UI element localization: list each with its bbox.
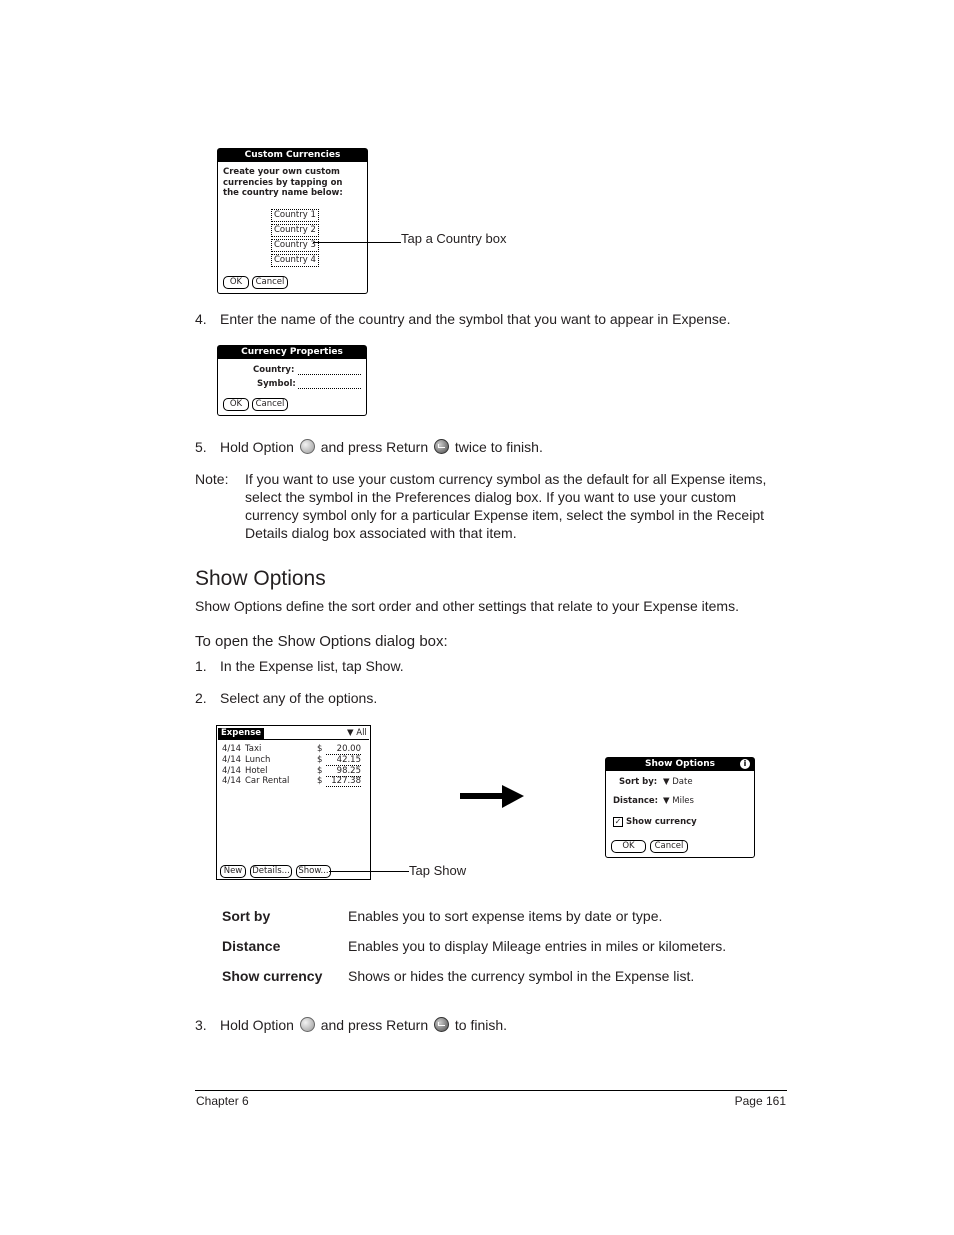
country-label: Country: [253,365,295,375]
dialog-title: Currency Properties [218,346,366,359]
step-5-mid: and press Return [320,439,429,455]
step-3-number: 3. [195,1017,207,1033]
info-icon[interactable]: i [740,759,750,769]
row-4-currency: $ [317,776,323,786]
sort-by-picker[interactable] [663,777,693,788]
symbol-label: Symbol: [257,379,296,389]
ok-button[interactable]: OK [223,276,249,289]
cancel-button[interactable]: Cancel [650,840,688,853]
details-button[interactable]: Details... [250,865,292,878]
step-2-text: Select any of the options. [220,690,378,706]
def-term-show-currency: Show currency [222,968,323,984]
expense-header-line [218,739,369,740]
show-currency-label[interactable]: Show currency [626,817,697,827]
step-2-number: 2. [195,690,207,706]
chevron-down-icon: ▼ [347,728,354,738]
footer-chapter: Chapter 6 [196,1094,249,1108]
section-subheading: To open the Show Options dialog box: [195,633,448,650]
chevron-down-icon: ▼ [663,777,670,787]
country-box-4[interactable]: Country 4 [271,254,319,267]
new-button[interactable]: New [220,865,246,878]
country-box-2[interactable]: Country 2 [271,224,319,237]
row-1-name: Taxi [245,744,262,754]
row-2-date: 4/14 [222,755,242,765]
dialog-instructions: Create your own custom currencies by tapping on the country name below: [223,167,343,198]
country-box-1[interactable]: Country 1 [271,209,319,222]
arrow-right-icon [460,783,526,811]
footer-rule [195,1090,787,1091]
show-currency-checkbox[interactable]: ✓ [614,817,622,826]
show-options-dialog [605,757,755,858]
callout-line [313,242,401,243]
def-desc-sort-by: Enables you to sort expense items by date or type. [348,908,663,924]
row-3-currency: $ [317,766,323,776]
step-1-text: In the Expense list, tap Show. [220,658,404,674]
row-3-name: Hotel [245,766,268,776]
row-4-amount[interactable]: 127.38 [326,776,361,787]
callout-line [329,871,409,872]
row-3-amount[interactable]: 98.25 [326,766,361,777]
sort-by-value: Date [672,777,693,787]
def-desc-distance: Enables you to display Mileage entries in miles or kilometers. [348,938,727,954]
def-term-sort-by: Sort by [222,908,271,924]
show-button[interactable]: Show... [296,865,331,878]
footer-page: Page 161 [734,1094,786,1108]
section-heading: Show Options [195,567,326,590]
custom-currencies-dialog [217,148,368,294]
sort-by-label: Sort by: [619,777,658,787]
row-2-amount[interactable]: 42.15 [326,755,361,766]
option-key-icon [300,1017,315,1032]
def-term-distance: Distance [222,938,281,954]
return-key-icon [434,439,449,454]
dialog-title: Custom Currencies [218,149,367,162]
distance-label: Distance: [613,796,659,806]
expense-screen [216,725,371,880]
return-key-icon [434,1017,449,1032]
step-3-pre: Hold Option [220,1017,294,1033]
chevron-down-icon: ▼ [663,796,670,806]
country-field[interactable] [298,374,361,375]
row-4-date: 4/14 [222,776,242,786]
dialog-title: Show Options [606,758,754,771]
option-key-icon [300,439,315,454]
category-picker[interactable] [347,728,367,739]
ok-button[interactable]: OK [223,398,249,411]
step-5-pre: Hold Option [220,439,294,455]
row-1-date: 4/14 [222,744,242,754]
step-5-post: twice to finish. [454,439,543,455]
distance-value: Miles [672,796,694,806]
callout-show: Tap Show [409,863,467,878]
step-3-line [220,1016,507,1034]
category-value: All [356,728,367,738]
currency-properties-dialog [217,345,367,416]
note-label: Note: [195,471,229,487]
callout-country: Tap a Country box [401,231,507,246]
row-1-amount[interactable]: 20.00 [326,744,361,755]
row-1-currency: $ [317,744,323,754]
note-text: If you want to use your custom currency symbol as the default for all Expense items, select the symbol in the Preferences dialog box. If you want to use your custom currency symbol only for a particular Expense item, select the symbol in the Receipt Details dialog box associated with that item. [245,471,767,541]
step-5-number: 5. [195,439,207,455]
step-3-mid: and press Return [320,1017,429,1033]
distance-picker[interactable] [663,796,694,807]
symbol-field[interactable] [298,388,361,389]
cancel-button[interactable]: Cancel [252,276,288,289]
ok-button[interactable]: OK [611,840,646,853]
step-1-number: 1. [195,658,207,674]
step-5-line [220,438,543,456]
section-intro: Show Options define the sort order and other settings that relate to your Expense items. [195,598,739,614]
row-3-date: 4/14 [222,766,242,776]
country-box-3[interactable]: Country 3 [271,239,319,252]
expense-title: Expense [218,728,264,739]
def-desc-show-currency: Shows or hides the currency symbol in the Expense list. [348,968,695,984]
row-2-name: Lunch [245,755,271,765]
cancel-button[interactable]: Cancel [252,398,288,411]
row-2-currency: $ [317,755,323,765]
row-4-name: Car Rental [245,776,290,786]
step-4-text: Enter the name of the country and the symbol that you want to appear in Expense. [220,311,731,327]
step-4-number: 4. [195,311,207,327]
step-3-post: to finish. [454,1017,508,1033]
